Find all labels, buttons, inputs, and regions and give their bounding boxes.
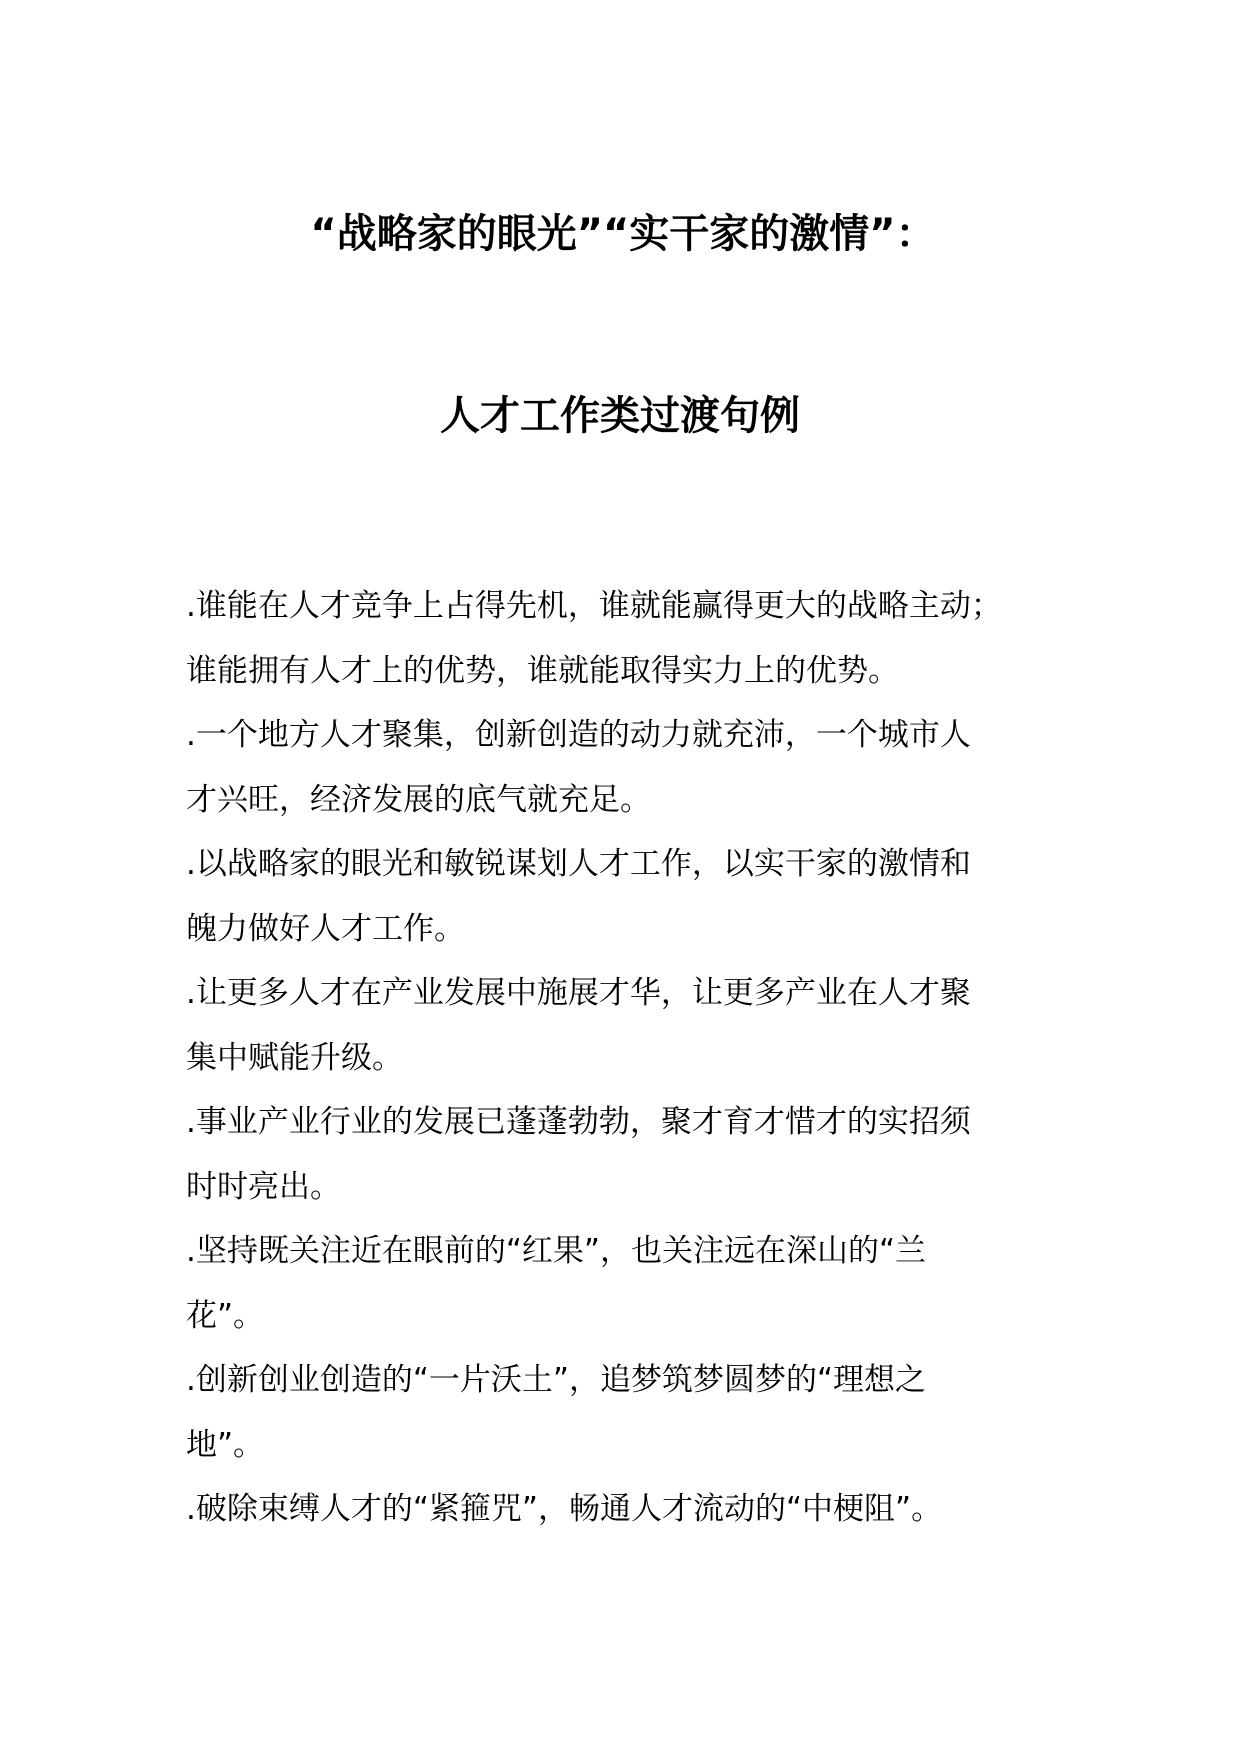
paragraph-2 — [186, 703, 1086, 832]
paragraph-line: 时时亮出。 — [186, 1168, 341, 1205]
document-title-line-2: 人才工作类过渡句例 — [440, 393, 800, 439]
paragraph-line: .谁能在人才竞争上占得先机，谁就能赢得更大的战略主动； — [186, 588, 1002, 624]
paragraph-3 — [186, 832, 1086, 961]
paragraph-line: .让更多人才在产业发展中施展才华，让更多产业在人才聚 — [186, 975, 971, 1011]
paragraph-line: .以战略家的眼光和敏锐谋划人才工作，以实干家的激情和 — [186, 846, 971, 882]
document-body — [186, 574, 1086, 1542]
paragraph-5 — [186, 1090, 1086, 1219]
paragraph-line: .破除束缚人才的“紧箍咒”，畅通人才流动的“中梗阻”。 — [186, 1491, 943, 1527]
paragraph-7 — [186, 1348, 1086, 1477]
paragraph-line: 花”。 — [186, 1297, 265, 1334]
paragraph-1 — [186, 574, 1086, 703]
paragraph-8 — [186, 1477, 1086, 1542]
paragraph-line: 魄力做好人才工作。 — [186, 910, 465, 947]
paragraph-line: .坚持既关注近在眼前的“红果”，也关注远在深山的“兰 — [186, 1233, 927, 1269]
paragraph-line: 地”。 — [186, 1426, 265, 1463]
paragraph-6 — [186, 1219, 1086, 1348]
paragraph-line: .事业产业行业的发展已蓬蓬勃勃，聚才育才惜才的实招须 — [186, 1104, 971, 1140]
paragraph-line: .创新创业创造的“一片沃土”，追梦筑梦圆梦的“理想之 — [186, 1362, 927, 1398]
document-title-line-1: “战略家的眼光”“实干家的激情”： — [310, 211, 936, 257]
paragraph-line: 才兴旺，经济发展的底气就充足。 — [186, 781, 651, 818]
paragraph-4 — [186, 961, 1086, 1090]
paragraph-line: .一个地方人才聚集，创新创造的动力就充沛，一个城市人 — [186, 717, 971, 753]
paragraph-line: 集中赋能升级。 — [186, 1039, 403, 1076]
paragraph-line: 谁能拥有人才上的优势，谁就能取得实力上的优势。 — [186, 652, 899, 689]
